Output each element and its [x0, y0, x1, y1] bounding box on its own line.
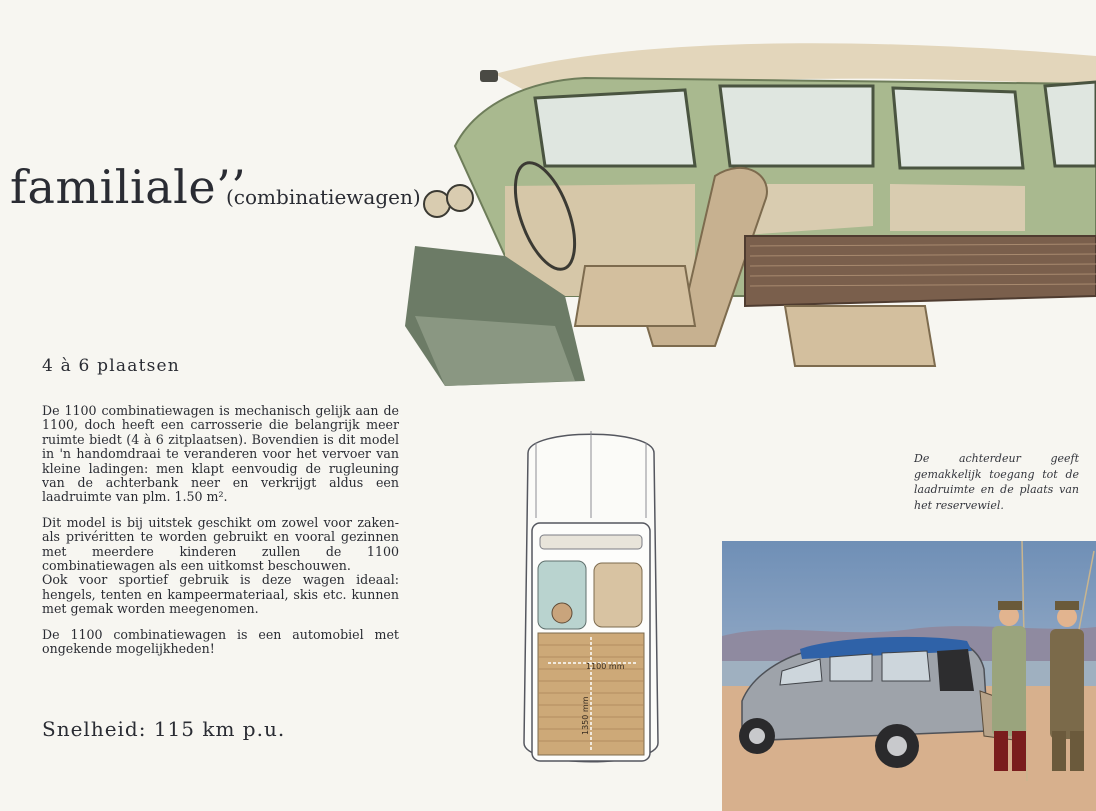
floor-plan-diagram [518, 423, 664, 773]
speed-spec: Snelheid: 115 km p.u. [42, 717, 286, 741]
paragraph-2: Dit model is bij uitstek geschikt om zowel voor zaken- als privéritten te worden gebruikt en vooral gezinnen met meerdere kinderen zullen de 1100 combinatiewagen als een uitkomst beschouwen. Ook voor sportief gebruik is deze wagen ideaal: hengels, tenten en kampeermateriaal, skis etc. kunnen met gemak worden meegenomen. [42, 514, 399, 617]
paragraph-3: De 1100 combinatiewagen is een automobiel met ongekende mogelijkheden! [42, 626, 399, 657]
page-subtitle: (combinatiewagen) [226, 185, 421, 209]
body-text [42, 404, 399, 668]
beach-photo [722, 541, 1096, 811]
page-title: familiale’’ [10, 160, 247, 214]
seats-heading: 4 à 6 plaatsen [42, 356, 180, 376]
photo-caption: De achterdeur geeft gemakkelijk toegang tot de laadruimte en de plaats van het reservewiel. [914, 452, 1079, 512]
width-dimension-label: 1100 mm [586, 662, 625, 671]
paragraph-1: De 1100 combinatiewagen is mechanisch gelijk aan de 1100, doch heeft een carrosserie die belangrijk meer ruimte biedt (4 à 6 zitplaatsen). Bovendien is dit model in 'n handomdraai te veranderen voor het vervoer van kleine ladingen: men klapt eenvoudig de rugleuning van de achterbank neer en verkrijgt aldus een laadruimte van plm. 1.50 m². [42, 403, 399, 505]
length-dimension-label: 1350 mm [581, 696, 590, 735]
cutaway-illustration [385, 26, 1096, 394]
